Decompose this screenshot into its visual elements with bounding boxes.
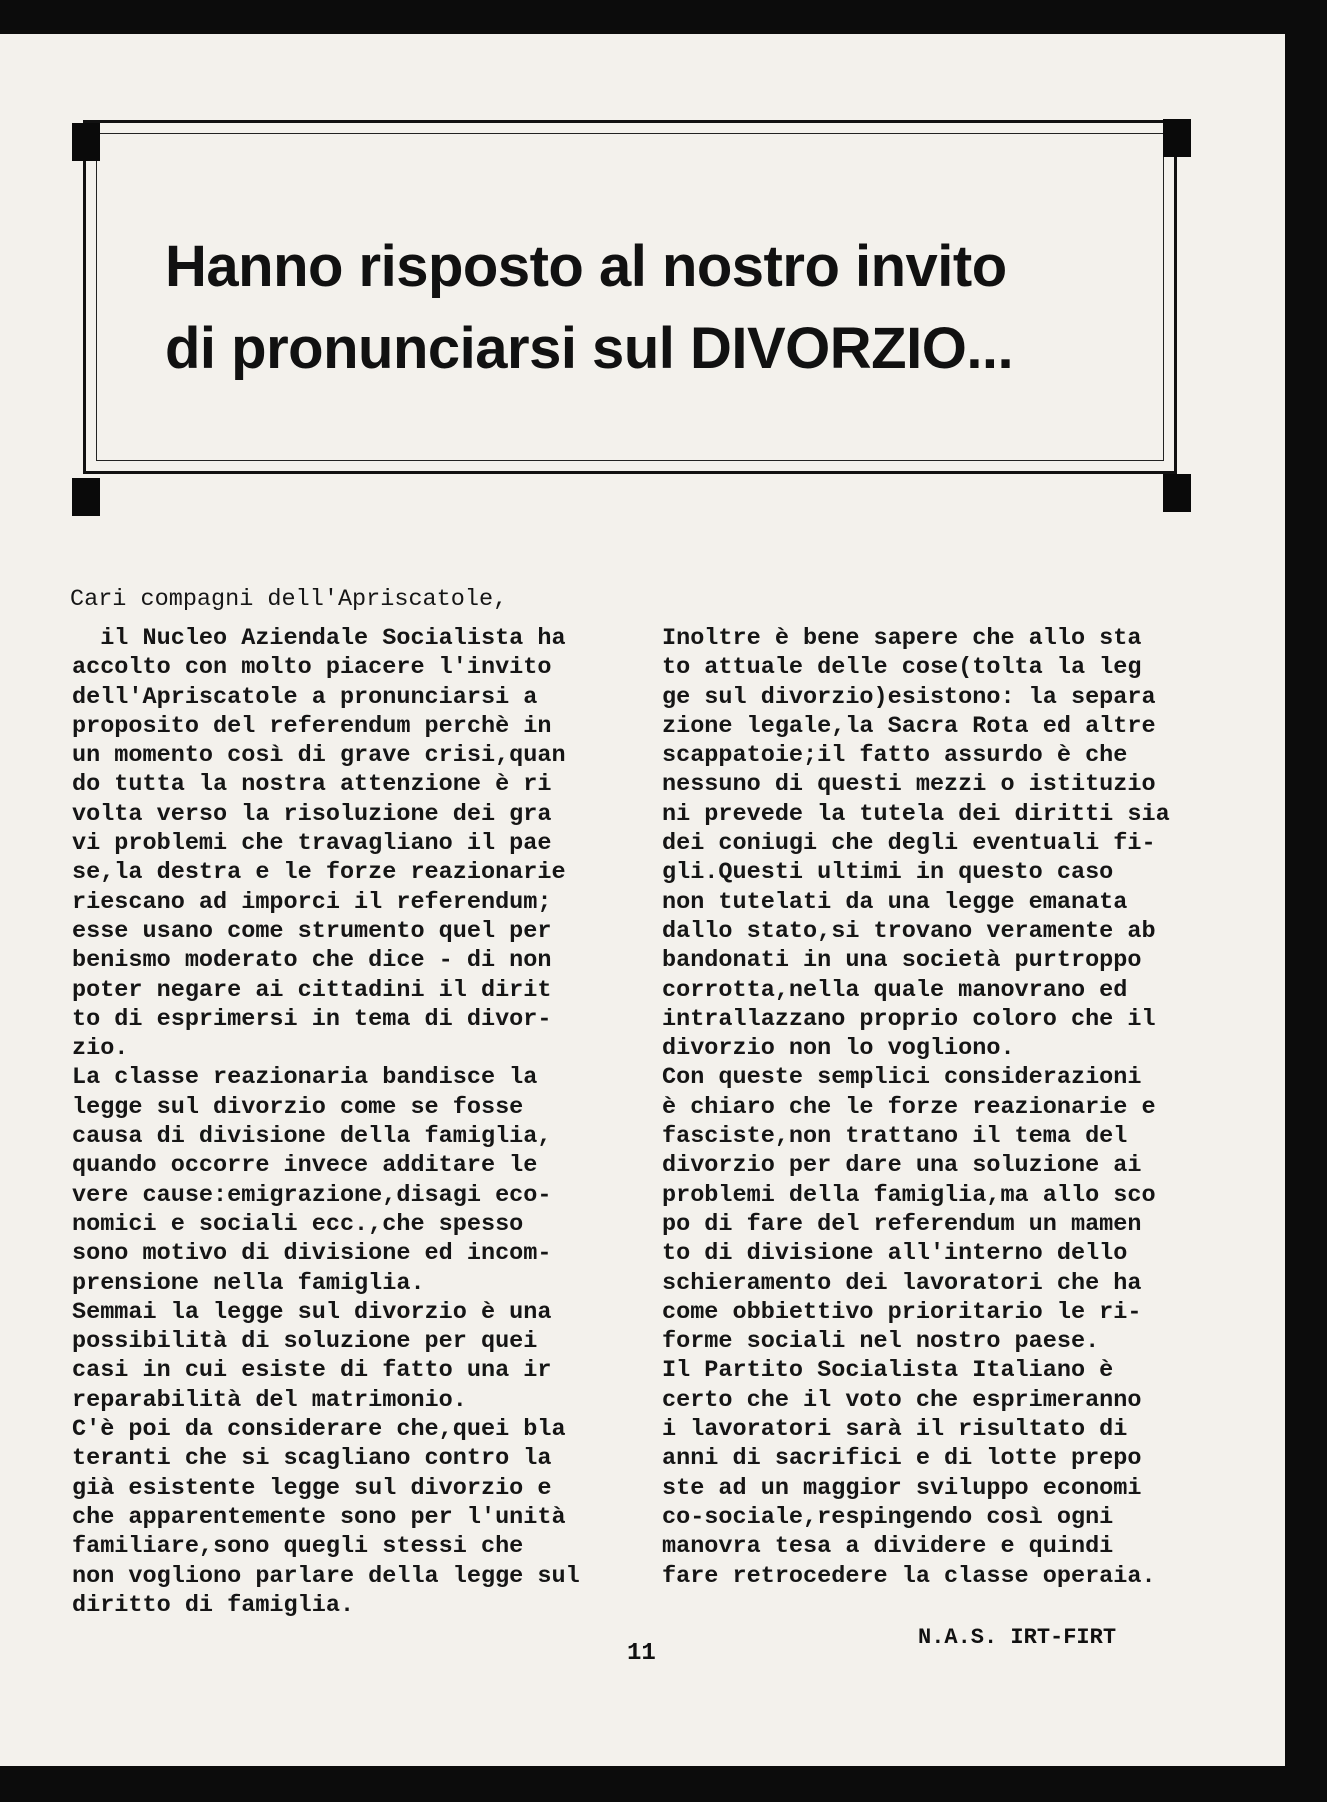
text-line: certo che il voto che esprimeranno bbox=[662, 1386, 1142, 1414]
signature: N.A.S. IRT-FIRT bbox=[918, 1625, 1117, 1650]
text-line: gli.Questi ultimi in questo caso bbox=[662, 859, 1114, 887]
text-line: non tutelati da una legge emanata bbox=[662, 888, 1128, 916]
text-line: fasciste,non trattano il tema del bbox=[662, 1123, 1128, 1151]
text-line: teranti che si scagliano contro la bbox=[72, 1445, 552, 1473]
text-line: to di esprimersi in tema di divor- bbox=[72, 1005, 552, 1033]
text-line: nessuno di questi mezzi o istituzio bbox=[662, 771, 1156, 799]
text-line: dell'Apriscatole a pronunciarsi a bbox=[72, 683, 538, 711]
text-line: do tutta la nostra attenzione è ri bbox=[72, 771, 552, 799]
text-line: Inoltre è bene sapere che allo sta bbox=[662, 625, 1142, 652]
text-line: zio. bbox=[72, 1035, 129, 1063]
text-line: C'è poi da considerare che,quei bla bbox=[72, 1416, 566, 1444]
text-line: non vogliono parlare della legge sul bbox=[72, 1562, 580, 1590]
text-line: to di divisione all'interno dello bbox=[662, 1240, 1128, 1268]
text-line: co-sociale,respingendo così ogni bbox=[662, 1503, 1114, 1531]
text-line: divorzio per dare una soluzione ai bbox=[662, 1152, 1142, 1180]
text-line: volta verso la risoluzione dei gra bbox=[72, 800, 552, 828]
text-line: problemi della famiglia,ma allo sco bbox=[662, 1181, 1156, 1209]
text-line: esse usano come strumento quel per bbox=[72, 917, 552, 945]
text-line: reparabilità del matrimonio. bbox=[72, 1386, 467, 1414]
text-line: intrallazzano proprio coloro che il bbox=[662, 1005, 1156, 1033]
page-number: 11 bbox=[627, 1640, 656, 1667]
text-line: prensione nella famiglia. bbox=[72, 1269, 425, 1297]
text-line: zione legale,la Sacra Rota ed altre bbox=[662, 712, 1156, 740]
frame-corner-bottom-right bbox=[1163, 474, 1191, 512]
text-line: anni di sacrifici e di lotte prepo bbox=[662, 1445, 1142, 1473]
text-line: causa di divisione della famiglia, bbox=[72, 1123, 552, 1151]
text-line: forme sociali nel nostro paese. bbox=[662, 1328, 1100, 1356]
text-line: un momento così di grave crisi,quan bbox=[72, 742, 566, 770]
left-column bbox=[72, 624, 642, 1620]
text-line: legge sul divorzio come se fosse bbox=[72, 1093, 524, 1121]
text-line: già esistente legge sul divorzio e bbox=[72, 1474, 552, 1502]
text-line: casi in cui esiste di fatto una ir bbox=[72, 1357, 552, 1385]
frame-corner-top-right bbox=[1163, 119, 1191, 157]
text-line: ge sul divorzio)esistono: la separa bbox=[662, 683, 1156, 711]
right-column bbox=[662, 624, 1222, 1591]
text-line: ste ad un maggior sviluppo economi bbox=[662, 1474, 1142, 1502]
text-line: i lavoratori sarà il risultato di bbox=[662, 1416, 1128, 1444]
text-line: il Nucleo Aziendale Socialista ha bbox=[72, 625, 566, 652]
text-line: po di fare del referendum un mamen bbox=[662, 1210, 1142, 1238]
frame-corner-bottom-left bbox=[72, 478, 100, 516]
text-line: vere cause:emigrazione,disagi eco- bbox=[72, 1181, 552, 1209]
text-line: bandonati in una società purtroppo bbox=[662, 947, 1142, 975]
greeting: Cari compagni dell'Apriscatole, bbox=[70, 586, 508, 613]
text-line: vi problemi che travagliano il pae bbox=[72, 830, 552, 858]
text-line: come obbiettivo prioritario le ri- bbox=[662, 1298, 1142, 1326]
text-line: manovra tesa a dividere e quindi bbox=[662, 1533, 1114, 1561]
title-line: Hanno risposto al nostro invito bbox=[165, 234, 1007, 299]
text-line: se,la destra e le forze reazionarie bbox=[72, 859, 566, 887]
text-line: Semmai la legge sul divorzio è una bbox=[72, 1298, 552, 1326]
text-line: possibilità di soluzione per quei bbox=[72, 1328, 538, 1356]
text-line: è chiaro che le forze reazionarie e bbox=[662, 1093, 1156, 1121]
text-line: sono motivo di divisione ed incom- bbox=[72, 1240, 552, 1268]
text-line: La classe reazionaria bandisce la bbox=[72, 1064, 538, 1092]
text-line: che apparentemente sono per l'unità bbox=[72, 1503, 566, 1531]
text-line: diritto di famiglia. bbox=[72, 1591, 355, 1619]
text-line: to attuale delle cose(tolta la leg bbox=[662, 654, 1142, 682]
text-line: corrotta,nella quale manovrano ed bbox=[662, 976, 1128, 1004]
text-line: Con queste semplici considerazioni bbox=[662, 1064, 1142, 1092]
text-line: accolto con molto piacere l'invito bbox=[72, 654, 552, 682]
text-line: scappatoie;il fatto assurdo è che bbox=[662, 742, 1128, 770]
text-line: fare retrocedere la classe operaia. bbox=[662, 1562, 1156, 1590]
frame-corner-top-left bbox=[72, 123, 100, 161]
text-line: poter negare ai cittadini il dirit bbox=[72, 976, 552, 1004]
text-line: riescano ad imporci il referendum; bbox=[72, 888, 552, 916]
text-line: familiare,sono quegli stessi che bbox=[72, 1533, 524, 1561]
text-line: proposito del referendum perchè in bbox=[72, 712, 552, 740]
text-line: divorzio non lo vogliono. bbox=[662, 1035, 1015, 1063]
text-line: benismo moderato che dice - di non bbox=[72, 947, 552, 975]
text-line: ni prevede la tutela dei diritti sia bbox=[662, 800, 1170, 828]
title-line: di pronunciarsi sul DIVORZIO... bbox=[165, 316, 1014, 381]
text-line: dallo stato,si trovano veramente ab bbox=[662, 917, 1156, 945]
text-line: Il Partito Socialista Italiano è bbox=[662, 1357, 1114, 1385]
text-line: schieramento dei lavoratori che ha bbox=[662, 1269, 1142, 1297]
text-line: nomici e sociali ecc.,che spesso bbox=[72, 1210, 524, 1238]
text-line: quando occorre invece additare le bbox=[72, 1152, 538, 1180]
text-line: dei coniugi che degli eventuali fi- bbox=[662, 830, 1156, 858]
article-title bbox=[165, 226, 1125, 390]
